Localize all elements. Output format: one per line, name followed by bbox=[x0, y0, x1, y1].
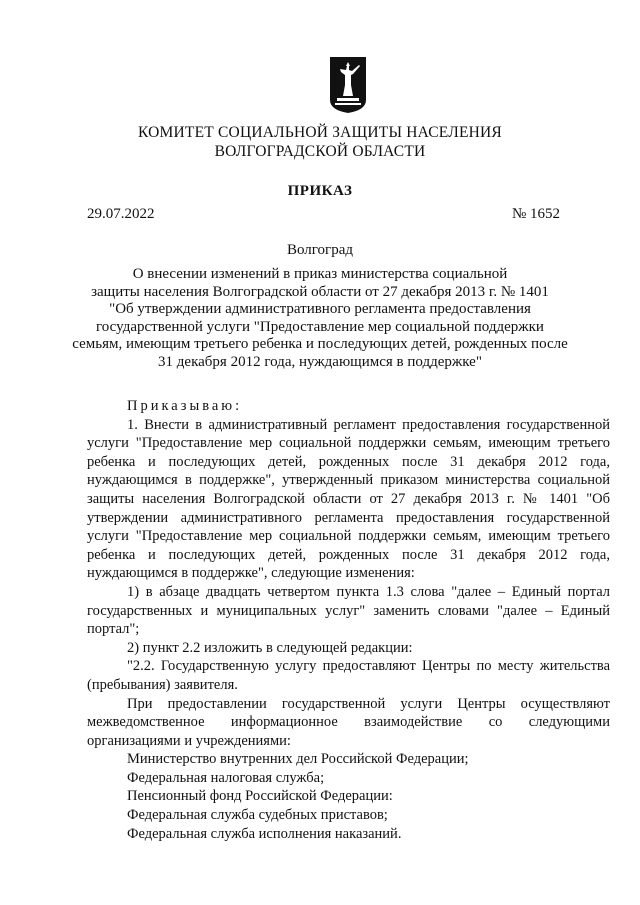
organization-name bbox=[0, 123, 640, 161]
paragraph-10: Федеральная служба исполнения наказаний. bbox=[127, 825, 402, 842]
city-name: Волгоград bbox=[286, 242, 353, 258]
subject-line: 31 декабря 2012 года, нуждающимся в поддержке" bbox=[158, 353, 482, 370]
document-number: № 1652 bbox=[511, 206, 560, 222]
paragraph-6: Министерство внутренних дел Российской Федерации; bbox=[127, 751, 469, 768]
org-line-2: ВОЛГОГРАДСКОЙ ОБЛАСТИ bbox=[214, 143, 426, 160]
document-body bbox=[87, 397, 610, 843]
paragraph-8: Пенсионный фонд Российской Федерации: bbox=[127, 788, 393, 805]
paragraph-3: 2) пункт 2.2 изложить в следующей редакции: bbox=[127, 639, 413, 656]
subject-line: "Об утверждении административного регламента предоставления bbox=[109, 301, 531, 318]
subject-line: семьям, имеющим третьего ребенка и последующих детей, рожденных после bbox=[72, 336, 568, 353]
org-line-1: КОМИТЕТ СОЦИАЛЬНОЙ ЗАЩИТЫ НАСЕЛЕНИЯ bbox=[138, 124, 502, 141]
subject-line: О внесении изменений в приказ министерства социальной bbox=[132, 266, 508, 282]
paragraph-9: Федеральная служба судебных приставов; bbox=[127, 807, 388, 824]
paragraph-5: При предоставлении государственной услуги Центры осуществляют межведомственное информационное взаимодействие со следующими организациями и учреждениями: bbox=[87, 695, 610, 749]
document-date: 29.07.2022 bbox=[87, 206, 155, 222]
document-type: ПРИКАЗ bbox=[287, 183, 353, 199]
paragraph-1: 1. Внести в административный регламент предоставления государственной услуги "Предоставление мер социальной поддержки семьям, имеющим третьего ребенка и последующих детей, рожденных после 31 декабря 2012 года, нуждающимся в поддержке", утвержденный приказом министерства социальной защиты населения Волгоградской области от 27 декабря 2013 г. № 1401 "Об утверждении административного регламента предоставления государственной услуги "Предоставление мер социальной поддержки семьям, имеющим третьего ребенка и последующих детей, рожденных после 31 декабря 2012 года, нуждающимся в поддержке", следующие изменения: bbox=[87, 416, 610, 582]
subject-line: государственной услуги "Предоставление мер социальной поддержки bbox=[96, 318, 544, 335]
order-word: Приказываю: bbox=[127, 398, 243, 414]
document-subject bbox=[0, 266, 640, 372]
paragraph-2: 1) в абзаце двадцать четвертом пункта 1.3 слова "далее – Единый портал государственных и муниципальных услуг" заменить словами "далее – Единый портал"; bbox=[87, 583, 610, 638]
volgograd-emblem-icon bbox=[329, 56, 367, 114]
paragraph-4: "2.2. Государственную услугу предоставляют Центры по месту жительства (пребывания) заявителя. bbox=[87, 658, 610, 693]
paragraph-7: Федеральная налоговая служба; bbox=[127, 769, 325, 786]
subject-line: защиты населения Волгоградской области от 27 декабря 2013 г. № 1401 bbox=[91, 283, 549, 300]
